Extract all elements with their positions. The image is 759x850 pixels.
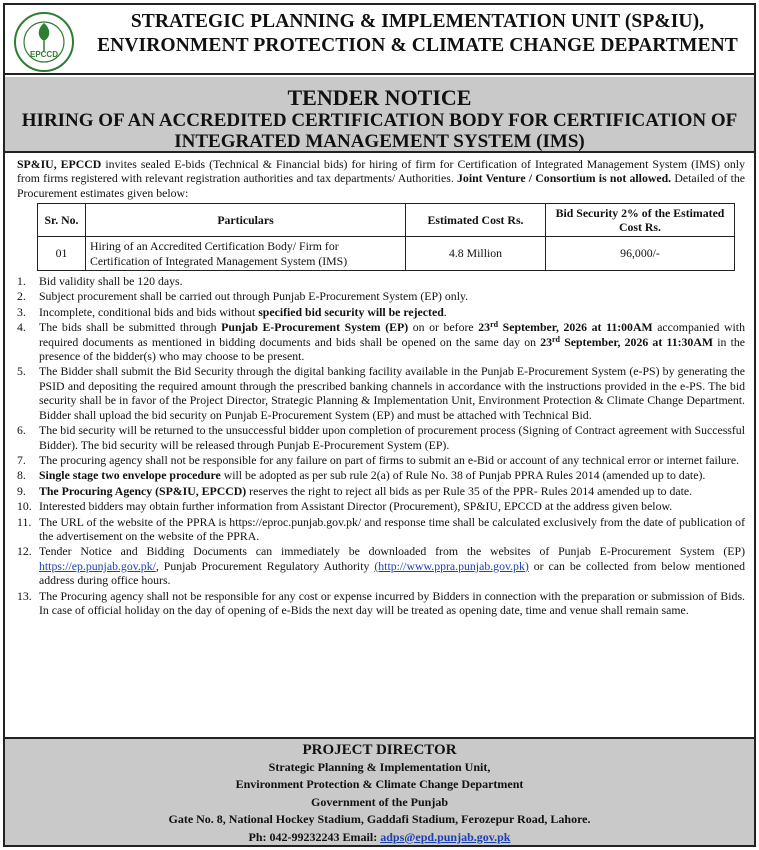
intro-paragraph: SP&IU, EPCCD invites sealed E-bids (Technical & Financial bids) for hiring of firm for Certification of Integrated Management System (IMS) only from firms registered with relevant registration authorities and tax departments/ Authorities. Joint Venture / Consortium is not allowed. Detailed of the Procurement estimates given below: [17, 157, 745, 200]
list-item: 12. Tender Notice and Bidding Documents can immediately be downloaded from the websites of Punjab E-Procurement System (EP) https://ep.punjab.gov.pk/, Punjab Procurement Regulatory Authority (http://www.ppra.punjab.gov.pk) or can be collected from below mentioned address during office hours. [17, 544, 745, 588]
list-item: 1. Bid validity shall be 120 days. [17, 274, 183, 289]
svg-text:EPCCD: EPCCD [29, 50, 59, 59]
list-item: 11. The URL of the website of the PPRA is https://eproc.punjab.gov.pk/ and response time shall be calculated exclusively from the date of publication of the advertisement on the website of the PPRA. [17, 514, 745, 543]
col-estimated-cost: Estimated Cost Rs. [406, 204, 546, 237]
footer-line2: Environment Protection & Climate Change Department [235, 777, 524, 792]
notice-frame [3, 3, 756, 847]
list-item: 2. Subject procurement shall be carried out through Punjab E-Procurement System (EP) only. [17, 289, 469, 304]
list-item: 5. The Bidder shall submit the Bid Security through the digital banking facility available in the Punjab E-Procurement System (e-PS) by generating the PSID and depositing the required amount through the prescribed banking channels in accordance with the instructions provided in the e-PS. The bid security shall be in favor of the Project Director, Strategic Planning & Implementation Unit, Environment Protection & Climate Change Department. Bidder shall upload the bid security on Punjab E-Procurement System (EP) and must be attached with Technical Bid. [17, 364, 745, 422]
list-item: 4. The bids shall be submitted through Punjab E-Procurement System (EP) on or before 23rd September, 2026 at 11:00AM accompanied with required documents as mentioned in bidding documents and bids shall be opened on the same day on 23rd September, 2026 at 11:30AM in the presence of the bidder(s) who may choose to be present. [17, 320, 745, 364]
org-name-line2: ENVIRONMENT PROTECTION & CLIMATE CHANGE DEPARTMENT [97, 35, 738, 56]
footer-title: PROJECT DIRECTOR [302, 742, 457, 758]
list-item: 13. The Procuring agency shall not be responsible for any cost or expense incurred by Bidders in connection with the preparation or submission of Bids. In case of official holiday on the day of opening of e-Bids the next day will be treated as opening date, time and venue shall remain same. [17, 588, 745, 617]
email-link[interactable]: adps@epd.punjab.gov.pk [380, 829, 511, 844]
ep-website-link[interactable]: https://ep.punjab.gov.pk/ [39, 558, 156, 573]
list-item: 7. The procuring agency shall not be responsible for any failure on part of firms to submit an e-Bid or account of any technical error or internet failure. [17, 452, 740, 467]
conditions-list [17, 274, 745, 617]
footer-line1: Strategic Planning & Implementation Unit, [268, 760, 491, 774]
footer-line3: Government of the Punjab [311, 794, 448, 809]
org-name-line1: STRATEGIC PLANNING & IMPLEMENTATION UNIT (SP&IU), [130, 11, 705, 32]
tender-subject-line2: INTEGRATED MANAGEMENT SYSTEM (IMS) [174, 131, 585, 152]
list-item: 3. Incomplete, conditional bids and bids without specified bid security will be rejected. [17, 304, 447, 319]
table-header-row [38, 204, 735, 237]
procurement-estimates-table [37, 203, 735, 271]
ppra-website-link[interactable]: (http://www.ppra.punjab.gov.pk) [374, 558, 529, 573]
notice-body [17, 157, 745, 618]
tender-subject-line1: HIRING OF AN ACCREDITED CERTIFICATION BODY FOR CERTIFICATION OF [21, 110, 738, 131]
list-item: 9. The Procuring Agency (SP&IU, EPCCD) reserves the right to reject all bids as per Rule 35 of the PPR- Rules 2014 amended up to date. [17, 483, 693, 498]
epccd-logo [13, 11, 75, 73]
table-row [38, 237, 735, 271]
cell-sr: 01 [38, 237, 86, 271]
list-item: 10. Interested bidders may obtain further information from Assistant Director (Procurement), SP&IU, EPCCD at the address given below. [17, 499, 673, 514]
list-item: 6. The bid security will be returned to the unsuccessful bidder upon completion of procurement process (Signing of Contract agreement with Successful Bidder). The bid security will be released through Punjab E-Procurement System (EP). [17, 423, 745, 452]
list-item: 8. Single stage two envelope procedure will be adopted as per sub rule 2(a) of Rule No. 38 of Punjab PPRA Rules 2014 (amended up to date). [17, 468, 706, 483]
col-sr-no: Sr. No. [38, 204, 86, 237]
cell-particulars: Hiring of an Accredited Certification Body/ Firm for Certification of Integrated Management System (IMS) [86, 237, 406, 271]
header [5, 5, 754, 75]
footer-line4: Gate No. 8, National Hockey Stadium, Gaddafi Stadium, Ferozepur Road, Lahore. [168, 812, 591, 827]
footer-contact: Ph: 042-99232243 Email: adps@epd.punjab.gov.pk [248, 829, 511, 844]
footer-address-block [5, 737, 754, 845]
tender-title: TENDER NOTICE [287, 85, 472, 110]
col-bid-security: Bid Security 2% of the Estimated Cost Rs. [546, 204, 735, 237]
cell-security: 96,000/- [546, 237, 735, 271]
cell-cost: 4.8 Million [406, 237, 546, 271]
tender-title-band [5, 77, 754, 153]
col-particulars: Particulars [86, 204, 406, 237]
